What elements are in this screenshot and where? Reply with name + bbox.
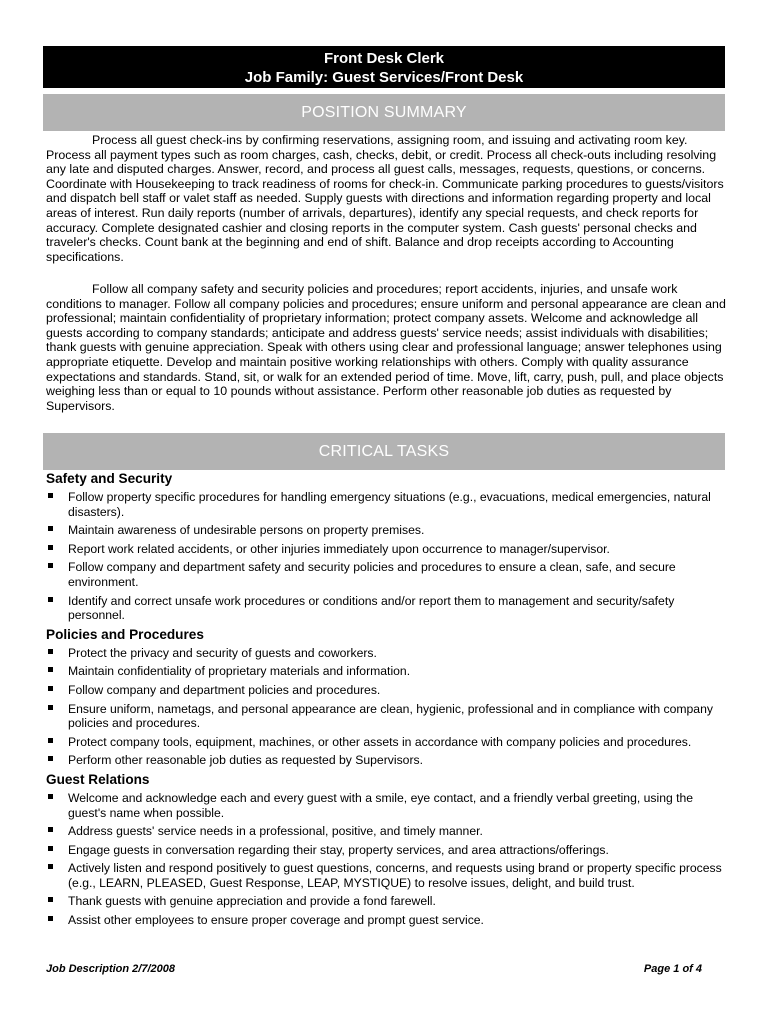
bullet-icon — [48, 738, 53, 743]
list-item: Maintain awareness of undesirable persons on property premises. — [46, 523, 726, 538]
position-summary-body — [46, 133, 726, 264]
critical-tasks-heading: CRITICAL TASKS — [43, 433, 725, 470]
list-item: Thank guests with genuine appreciation and provide a fond farewell. — [46, 894, 726, 909]
list-item: Follow company and department policies and procedures. — [46, 683, 726, 698]
list-item: Address guests' service needs in a professional, positive, and timely manner. — [46, 824, 726, 839]
footer-date: Job Description 2/7/2008 — [46, 963, 175, 975]
bullet-icon — [48, 493, 53, 498]
category-title-safety: Safety and Security — [46, 471, 173, 486]
bullet-icon — [48, 794, 53, 799]
bullet-icon — [48, 526, 53, 531]
list-item: Report work related accidents, or other injuries immediately upon occurrence to manager/supervisor. — [46, 542, 726, 557]
list-item: Welcome and acknowledge each and every guest with a smile, eye contact, and a friendly verbal greeting, using the guest's name when possible. — [46, 791, 726, 820]
list-item: Maintain confidentiality of proprietary materials and information. — [46, 664, 726, 679]
bullet-icon — [48, 667, 53, 672]
list-item: Follow property specific procedures for handling emergency situations (e.g., evacuations, medical emergencies, natural disasters). — [46, 490, 726, 519]
bullet-icon — [48, 563, 53, 568]
list-item: Perform other reasonable job duties as requested by Supervisors. — [46, 753, 726, 768]
position-summary-heading: POSITION SUMMARY — [43, 94, 725, 131]
title-banner — [43, 46, 725, 88]
list-item: Ensure uniform, nametags, and personal appearance are clean, hygienic, professional and in compliance with company policies and procedures. — [46, 702, 726, 731]
list-item: Actively listen and respond positively to guest questions, concerns, and requests using brand or property specific process (e.g., LEARN, PLEASED, Guest Response, LEAP, MYSTIQUE) to resolve issues, delight, and build trust. — [46, 861, 726, 890]
bullet-icon — [48, 597, 53, 602]
bullet-icon — [48, 846, 53, 851]
guest-relations-task-list — [46, 791, 726, 928]
list-item: Assist other employees to ensure proper coverage and prompt guest service. — [46, 913, 726, 928]
safety-task-list — [46, 490, 726, 623]
list-item: Protect company tools, equipment, machines, or other assets in accordance with company policies and procedures. — [46, 735, 726, 750]
bullet-icon — [48, 864, 53, 869]
page-number: Page 1 of 4 — [643, 963, 702, 975]
bullet-icon — [48, 545, 53, 550]
bullet-icon — [48, 686, 53, 691]
job-title: Front Desk Clerk — [323, 50, 445, 67]
list-item: Identify and correct unsafe work procedures or conditions and/or report them to management and security/safety personnel. — [46, 594, 726, 623]
summary-paragraph: Follow all company safety and security policies and procedures; report accidents, injuries, and unsafe work conditions to manager. Follow all company policies and procedures; ensure uniform and personal appearance are clean and professional; maintain confidentiality of proprietary information; protect company assets. Welcome and acknowledge all guests according to company standards; anticipate and address guests' service needs; assist individuals with disabilities; thank guests with genuine appreciation. Speak with others using clear and professional language; answer telephones using appropriate etiquette. Develop and maintain positive working relationships with others. Comply with quality assurance expectations and standards. Stand, sit, or walk for an extended period of time. Move, lift, carry, push, pull, and place objects weighing less than or equal to 10 pounds without assistance. Perform other reasonable job duties as requested by Supervisors. — [46, 282, 726, 413]
job-family: Job Family: Guest Services/Front Desk — [244, 69, 524, 86]
category-title-policies: Policies and Procedures — [46, 626, 204, 642]
bullet-icon — [48, 897, 53, 902]
policies-task-list — [46, 646, 726, 768]
bullet-icon — [48, 705, 53, 710]
category-title-guest-relations: Guest Relations — [46, 771, 150, 787]
list-item: Engage guests in conversation regarding their stay, property services, and area attractions/offerings. — [46, 843, 726, 858]
page-footer — [46, 963, 702, 975]
list-item: Follow company and department safety and security policies and procedures to ensure a clean, safe, and secure environment. — [46, 560, 726, 589]
bullet-icon — [48, 827, 53, 832]
position-summary-body-2 — [46, 282, 726, 413]
bullet-icon — [48, 649, 53, 654]
summary-paragraph: Process all guest check-ins by confirming reservations, assigning room, and issuing and activating room key. Process all payment types such as room charges, cash, checks, debit, or credit. Process all check-outs including resolving any late and disputed charges. Answer, record, and process all guest calls, messages, requests, questions, or concerns. Coordinate with Housekeeping to track readiness of rooms for check-in. Communicate parking procedures to guests/visitors and dispatch bell staff or valet staff as needed. Supply guests with directions and information regarding property and local areas of interest. Run daily reports (number of arrivals, departures), identify any special requests, and check reports for accuracy. Complete designated cashier and closing reports in the computer system. Cash guests' personal checks and traveler's checks. Count bank at the beginning and end of shift. Balance and drop receipts according to Accounting specifications. — [46, 133, 724, 264]
bullet-icon — [48, 916, 53, 921]
list-item: Protect the privacy and security of guests and coworkers. — [46, 646, 726, 661]
critical-tasks-list — [46, 471, 726, 932]
bullet-icon — [48, 756, 53, 761]
